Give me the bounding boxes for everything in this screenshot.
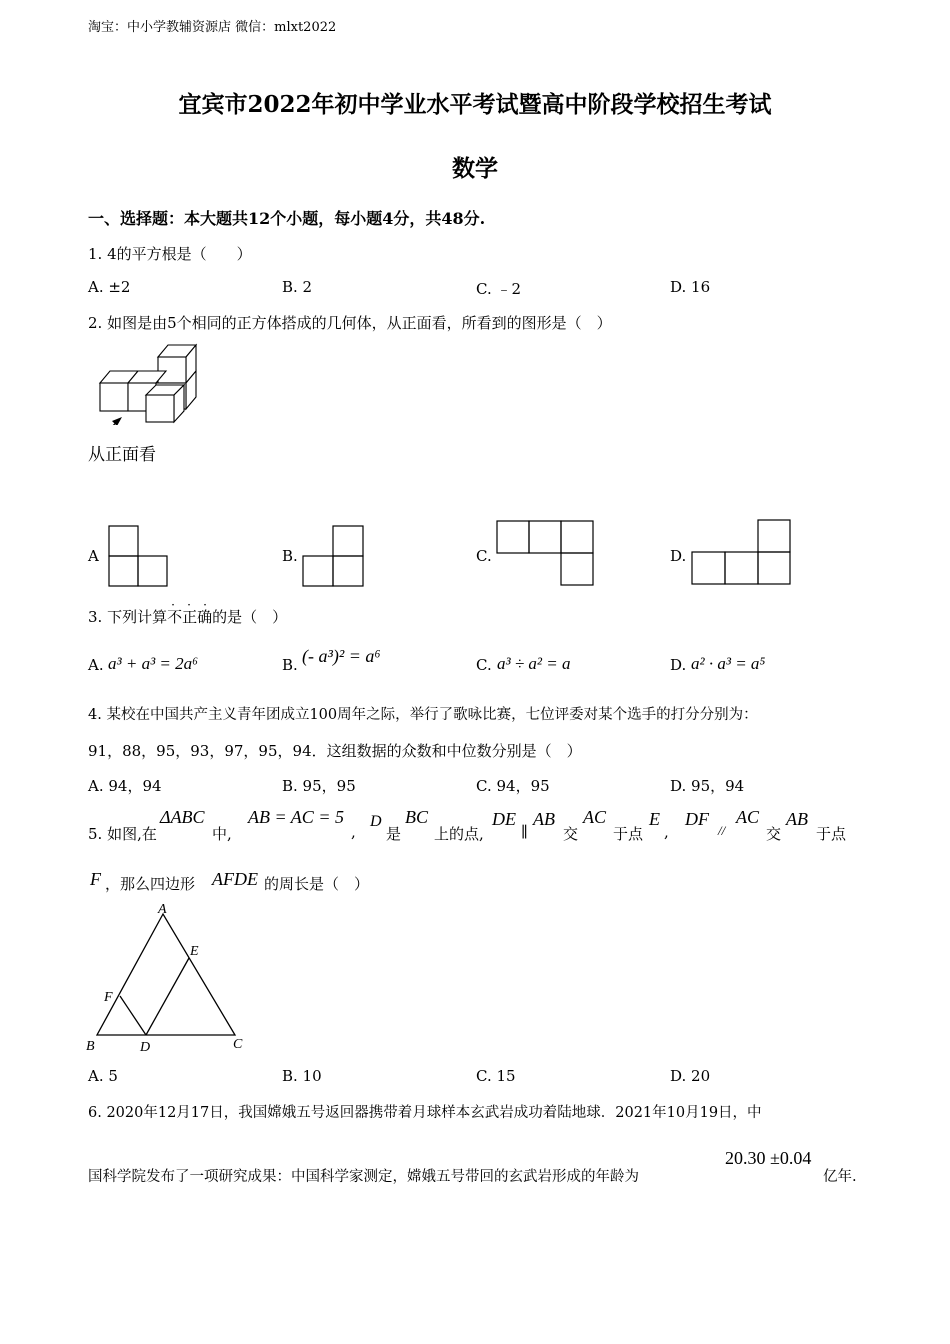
q5-math-bc: BC — [405, 807, 429, 827]
subject-title: 数学 — [452, 155, 498, 182]
q5-option-c: C. 15 — [476, 1067, 516, 1085]
q5-text-1: 5. 如图,在 — [88, 825, 157, 843]
q3-stem-post: 的是（ ） — [212, 608, 288, 626]
q5-option-b: B. 10 — [282, 1067, 322, 1085]
q5-text-12: 的周长是（ ） — [264, 875, 370, 893]
q5-text-9: 交 — [766, 825, 782, 843]
label-a: A — [158, 902, 167, 917]
q3-option-b-math: (- a³)² = a⁶ — [302, 646, 381, 666]
q5-parallel-2: // — [718, 823, 726, 838]
front-view-label: 从正面看 — [88, 445, 156, 465]
question-1-stem: 1. 4的平方根是（ ） — [88, 245, 252, 263]
q1-option-a: A. ±2 — [88, 278, 131, 296]
q1-option-d: D. 16 — [670, 278, 711, 296]
q5-text-8: , — [664, 823, 669, 841]
q5-math-d: D — [370, 813, 382, 830]
q5-math-ab-2: AB — [786, 809, 808, 829]
question-6-line-1: 6. 2020年12月17日，我国嫦娥五号返回器携带着月球样本玄武岩成功着陆地球．2021年10月19日，中 — [88, 1105, 762, 1121]
q5-math-afde: AFDE — [212, 869, 258, 889]
q3-option-b-letter: B. — [282, 656, 298, 674]
q3-option-c-letter: C. — [476, 656, 492, 674]
q3-option-d-letter: D. — [670, 656, 687, 674]
q3-stem-pre: 3. 下列计算 — [88, 608, 168, 626]
q5-parallel-1: ∥ — [521, 823, 528, 841]
question-4-line-2: 91，88，95，93，97，95，94．这组数据的众数和中位数分别是（ ） — [88, 742, 582, 760]
q5-math-de: DE — [492, 809, 516, 829]
question-4-line-1: 4. 某校在中国共产主义青年团成立100周年之际，举行了歌咏比赛，七位评委对某个选手的打分分别为： — [88, 707, 758, 723]
question-6-line-2: 国科学院发布了一项研究成果：中国科学家测定，嫦娥五号带回的玄武岩形成的年龄为 — [88, 1169, 639, 1185]
q5-text-5: 上的点, — [434, 825, 484, 843]
q3-option-c-math: a³ ÷ a² = a — [497, 654, 571, 673]
q6-age-math: 20.30 ±0.04 — [725, 1148, 812, 1168]
q5-option-d: D. 20 — [670, 1067, 711, 1085]
q5-text-2: 中, — [212, 825, 232, 843]
q2-option-a-figure — [108, 525, 170, 589]
q2-option-b-letter: B. — [282, 547, 298, 565]
q3-option-a-letter: A. — [88, 656, 104, 674]
q5-math-ab-1: AB — [533, 809, 555, 829]
triangle-figure — [84, 900, 254, 1056]
label-b: B — [86, 1039, 95, 1054]
q2-option-d-figure — [691, 519, 793, 587]
exam-title: 宜宾市2022年初中学业水平考试暨高中阶段学校招生考试 — [178, 91, 772, 118]
q2-option-b-figure — [302, 525, 366, 589]
q5-math-triangle: ΔABC — [160, 807, 205, 827]
question-2-stem: 2. 如图是由5个相同的正方体搭成的几何体，从正面看，所看到的图形是（ ） — [88, 314, 612, 332]
page-header: 淘宝：中小学教辅资源店 微信：mlxt2022 — [88, 20, 337, 35]
question-3-stem — [88, 598, 288, 627]
q5-text-4: 是 — [386, 825, 402, 843]
q5-text-10: 于点 — [816, 825, 847, 843]
q1-option-c: C. ﹣2 — [476, 280, 522, 298]
q1-option-b: B. 2 — [282, 278, 313, 296]
q5-text-7: 于点 — [613, 825, 644, 843]
q2-option-c-letter: C. — [476, 547, 492, 565]
q3-option-a-math: a³ + a³ = 2a⁶ — [108, 654, 199, 673]
q5-math-df: DF — [685, 809, 709, 829]
label-f: F — [104, 990, 113, 1005]
q2-option-a-letter: A — [88, 547, 99, 565]
q5-math-ac-1: AC — [583, 807, 607, 827]
q4-option-b: B. 95，95 — [282, 777, 356, 795]
q5-math-f: F — [90, 869, 101, 889]
q5-option-a: A. 5 — [88, 1067, 118, 1085]
q2-option-d-letter: D. — [670, 547, 687, 565]
q5-text-11: ，那么四边形 — [105, 875, 196, 893]
q4-option-d: D. 95，94 — [670, 777, 745, 795]
q2-option-c-figure — [496, 520, 596, 588]
q5-text-6: 交 — [563, 825, 579, 843]
q3-option-d-math: a² · a³ = a⁵ — [691, 654, 766, 673]
q3-stem-emphasis: 不正确 · · · — [167, 598, 213, 626]
q5-math-e: E — [649, 809, 660, 829]
q5-math-sides: AB = AC = 5 — [248, 807, 344, 827]
section-heading: 一、选择题：本大题共12个小题，每小题4分，共48分. — [88, 209, 486, 228]
label-d: D — [140, 1040, 151, 1055]
q5-text-3: , — [351, 823, 356, 841]
q4-option-a: A. 94，94 — [88, 777, 162, 795]
q4-option-c: C. 94，95 — [476, 777, 550, 795]
q6-line-2-end: 亿年. — [823, 1169, 857, 1185]
label-e: E — [190, 944, 199, 959]
label-c: C — [233, 1037, 243, 1052]
cube-solid-figure — [88, 340, 208, 425]
q5-math-ac-2: AC — [736, 807, 760, 827]
